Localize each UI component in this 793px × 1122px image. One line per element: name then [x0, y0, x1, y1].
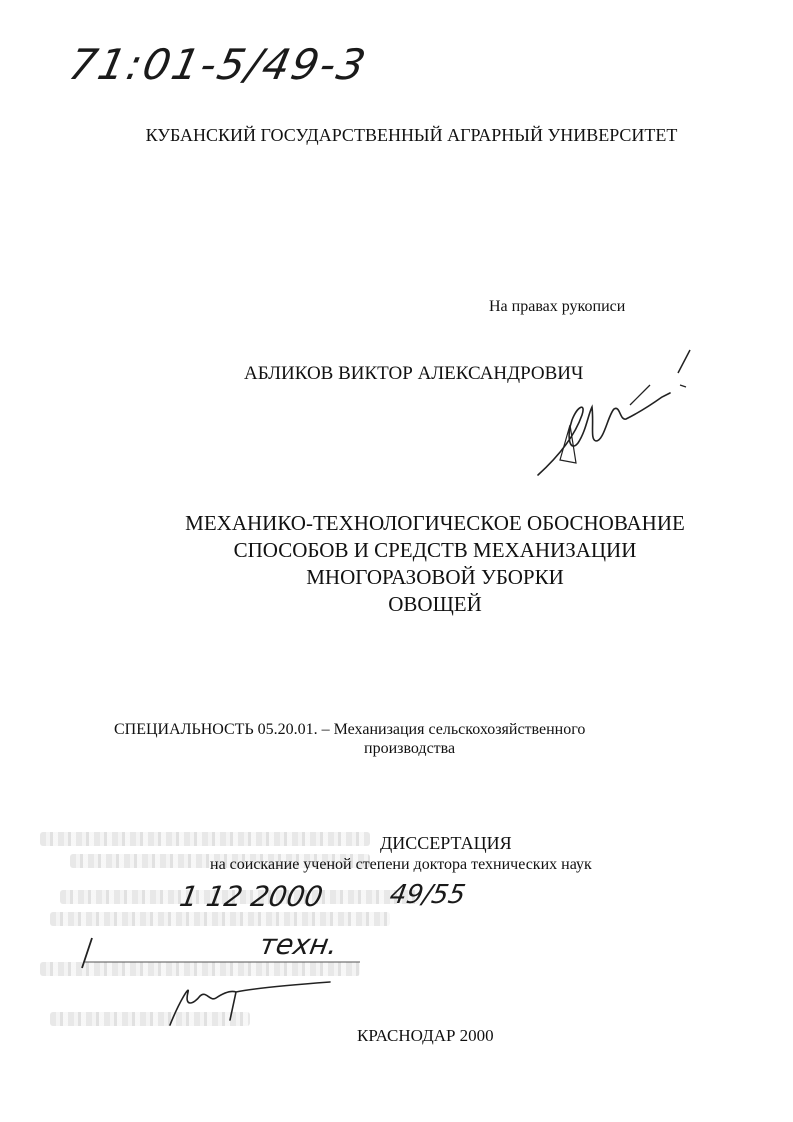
author-signature	[530, 345, 710, 485]
dissertation-type: ДИССЕРТАЦИЯ	[380, 833, 512, 853]
title-line: МНОГОРАЗОВОЙ УБОРКИ	[306, 565, 564, 589]
university-name: КУБАНСКИЙ ГОСУДАРСТВЕННЫЙ АГРАРНЫЙ УНИВЕРСИТЕТ	[145, 125, 678, 145]
archive-number-handwritten: 71:01-5/49-3	[64, 40, 372, 89]
speciality-line: СПЕЦИАЛЬНОСТЬ 05.20.01. – Механизация сельскохозяйственного	[114, 721, 586, 738]
stamp-line	[40, 832, 370, 846]
dissertation-title	[110, 510, 760, 618]
city-year: КРАСНОДАР 2000	[357, 1026, 494, 1045]
author-name: АБЛИКОВ ВИКТОР АЛЕКСАНДРОВИЧ	[244, 363, 584, 384]
rights-note: На правах рукописи	[489, 298, 626, 315]
handwritten-techn: техн.	[257, 928, 341, 961]
title-line: ОВОЩЕЙ	[388, 592, 482, 616]
degree-line: на соискание ученой степени доктора технических наук	[210, 856, 592, 873]
handwritten-marks	[70, 930, 390, 1030]
stamp-line	[50, 912, 390, 926]
handwritten-number: 49/55	[387, 880, 468, 910]
handwritten-date: 1 12 2000	[177, 880, 326, 913]
title-line: МЕХАНИКО-ТЕХНОЛОГИЧЕСКОЕ ОБОСНОВАНИЕ	[185, 511, 685, 535]
title-line: СПОСОБОВ И СРЕДСТВ МЕХАНИЗАЦИИ	[233, 538, 637, 562]
speciality-line-continued: производства	[364, 740, 456, 757]
